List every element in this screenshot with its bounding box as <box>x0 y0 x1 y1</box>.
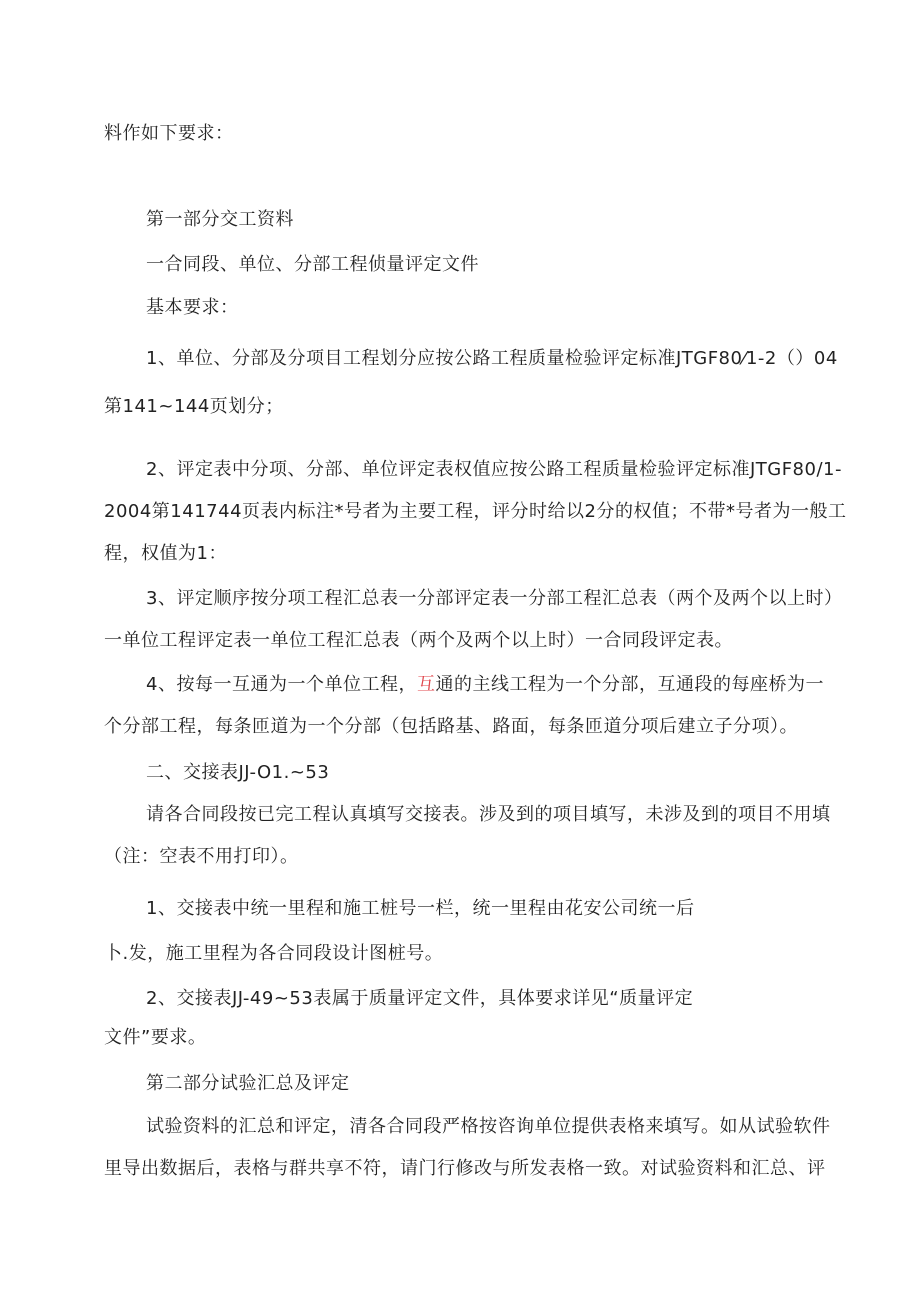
paragraph-line: 请各合同段按已完工程认真填写交接表。涉及到的项目填写，未涉及到的项目不用填 <box>146 804 831 825</box>
paragraph-line: 程，权值为1： <box>104 543 227 564</box>
paragraph-line: 卜.发，施工里程为各合同段设计图桩号。 <box>104 943 444 964</box>
paragraph-line: 3、评定顺序按分项工程汇总表一分部评定表一分部工程汇总表（两个及两个以上时） <box>146 588 843 609</box>
paragraph-line: 1、单位、分部及分项目工程划分应按公路工程质量检验评定标准JTGF80⁄1-2（）04 <box>146 348 838 369</box>
paragraph-line: 一单位工程评定表一单位工程汇总表（两个及两个以上时）一合同段评定表。 <box>104 630 733 651</box>
paragraph-line: 2004第141744页表内标注*号者为主要工程，评分时给以2分的权值；不带*号者为一般工 <box>104 501 847 522</box>
section-heading-part-one: 第一部分交工资料 <box>146 209 294 230</box>
section-heading-part-two: 第二部分试验汇总及评定 <box>146 1073 350 1094</box>
paragraph-line: 2、交接表JJ-49~53表属于质量评定文件，具体要求详见“质量评定 <box>146 988 694 1009</box>
text-line-intro: 料作如下要求： <box>104 123 234 144</box>
paragraph-line: 文件”要求。 <box>104 1027 207 1048</box>
subsection-heading: 一合同段、单位、分部工程侦量评定文件 <box>146 254 479 275</box>
paragraph-line: 第141~144页划分； <box>104 396 284 417</box>
text-segment: 通的主线工程为一个分部，互通段的每座桥为一 <box>435 674 824 695</box>
basic-requirements-label: 基本要求： <box>146 297 239 318</box>
paragraph-line: 2、评定表中分项、分部、单位评定表权值应按公路工程质量检验评定标准JTGF80/1- <box>146 459 842 480</box>
paragraph-line-highlighted <box>146 673 824 697</box>
text-segment: 4、按每一互通为一个单位工程， <box>146 674 417 695</box>
paragraph-line: （注：空表不用打印）。 <box>104 846 299 867</box>
section-heading-handover: 二、交接表JJ-O1.~53 <box>146 762 330 783</box>
paragraph-line: 试验资料的汇总和评定，清各合同段严格按咨询单位提供表格来填写。如从试验软件 <box>146 1116 831 1137</box>
paragraph-line: 1、交接表中统一里程和施工桩号一栏，统一里程由花安公司统一后 <box>146 898 695 919</box>
paragraph-line: 个分部工程，每条匝道为一个分部（包括路基、路面，每条匝道分项后建立子分项）。 <box>104 716 798 737</box>
paragraph-line: 里导出数据后，表格与群共享不符，请门行修改与所发表格一致。对试验资料和汇总、评 <box>104 1158 826 1179</box>
highlighted-character: 互 <box>416 674 436 695</box>
